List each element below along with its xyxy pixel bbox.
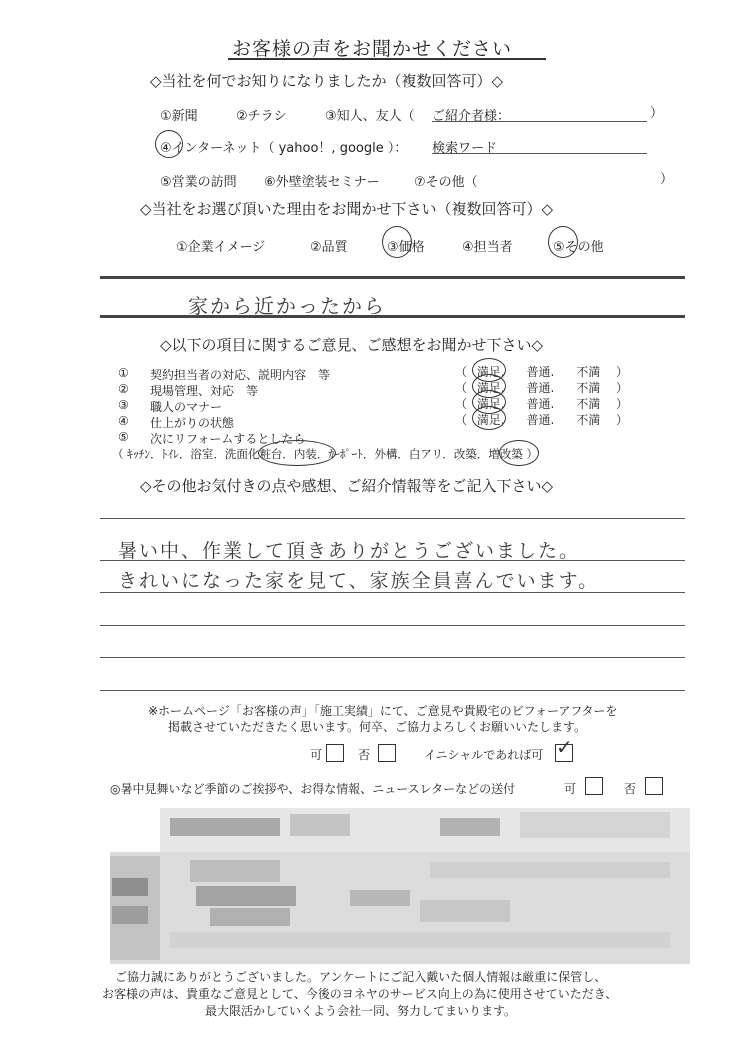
publish-no-checkbox[interactable] [378, 744, 396, 762]
q2-handwritten-answer: 家から近かったから [188, 294, 386, 318]
q3-item-5-label: 次にリフォームするとしたら [150, 432, 306, 446]
q1-opt3-close: ） [650, 106, 664, 121]
rating-normal[interactable]: 普通 [526, 365, 551, 379]
redacted-block [170, 932, 670, 948]
redacted-block [112, 906, 148, 924]
paren-open: （ [455, 413, 468, 427]
newsletter-yes-checkbox[interactable] [585, 777, 603, 795]
q1-search-word-field[interactable] [432, 153, 647, 154]
dot: . [550, 413, 555, 427]
q1-referrer-label: ご紹介者様： [432, 109, 511, 124]
redacted-block [196, 886, 296, 906]
q3-item-3-label: 職人のマナー [150, 400, 223, 414]
rating-satisfied[interactable]: 満足 [476, 397, 501, 411]
q4-handwritten-line1: 暑い中、作業して頂きありがとうございました。 [118, 540, 581, 562]
q2-rule-top [100, 276, 685, 279]
redacted-block [190, 860, 280, 882]
rating-dissatisfied[interactable]: 不満 [576, 381, 601, 395]
reform-circle-washroom [258, 440, 336, 466]
q3-item-2-label: 現場管理、対応 等 [150, 384, 259, 398]
rating-normal[interactable]: 普通 [526, 397, 551, 411]
publish-notice-1: ※ホームページ「お客様の声」「施工実績」にて、ご意見や貴殿宅のビフォーアフターを [148, 704, 618, 718]
q1-option-newspaper[interactable]: ①新聞 [160, 109, 198, 124]
rating-satisfied[interactable]: 満足 [476, 413, 501, 427]
q3-item-3-num: ③ [118, 398, 129, 412]
rating-satisfied[interactable]: 満足 [476, 365, 501, 379]
dot: . [550, 397, 555, 411]
redacted-block [290, 814, 350, 836]
q4-rule-1 [100, 518, 685, 519]
redacted-block [420, 900, 510, 922]
q4-rule-5 [100, 657, 685, 658]
newsletter-no-label: 否 [624, 782, 637, 796]
q4-rule-6 [100, 690, 685, 691]
title-underline [228, 58, 546, 60]
q2-option-price[interactable]: ③価格 [387, 240, 425, 255]
paren-open: （ [455, 381, 468, 395]
paren-close: ） [616, 381, 629, 395]
q2-option-image[interactable]: ①企業イメージ [176, 240, 266, 255]
q3-item-4-label: 仕上がりの状態 [150, 416, 235, 430]
rating-dissatisfied[interactable]: 不満 [576, 413, 601, 427]
q3-item-1-num: ① [118, 366, 129, 380]
q1-option-other[interactable]: ⑦その他（ [414, 175, 478, 190]
q4-rule-3 [100, 592, 685, 593]
reform-circle-termite [499, 440, 539, 466]
q2-heading: ◇当社をお選び頂いた理由をお聞かせ下さい（複数回答可）◇ [140, 200, 554, 218]
q1-option-internet[interactable]: ④インターネット（ yahoo！, google ）： [160, 141, 408, 156]
rating-satisfied[interactable]: 満足 [476, 381, 501, 395]
dot: . [500, 397, 505, 411]
q3-item-5-num: ⑤ [118, 430, 129, 444]
q1-option-seminar[interactable]: ⑥外壁塗装セミナー [264, 175, 380, 190]
rating-dissatisfied[interactable]: 不満 [576, 397, 601, 411]
reform-options: （ ｷｯﾁﾝ．ﾄｲﾚ．浴室．洗面化粧台．内装．ｶｰﾎﾟｰﾄ．外構．白アリ．改築．増改築 ） [112, 447, 539, 461]
q2-option-staff[interactable]: ④担当者 [462, 240, 513, 255]
newsletter-no-checkbox[interactable] [645, 777, 663, 795]
redacted-block [430, 862, 670, 878]
paren-open: （ [455, 365, 468, 379]
q4-handwritten-line2: きれいになった家を見て、家族全員喜んでいます。 [118, 570, 600, 592]
dot: . [500, 365, 505, 379]
publish-yes-checkbox[interactable] [326, 744, 344, 762]
paren-close: ） [616, 365, 629, 379]
redacted-block [350, 890, 410, 906]
q1-referrer-field[interactable] [432, 121, 647, 122]
q2-option-quality[interactable]: ②品質 [310, 240, 348, 255]
q4-rule-4 [100, 625, 685, 626]
q1-heading: ◇当社を何でお知りになりましたか（複数回答可）◇ [150, 72, 504, 90]
rating-dissatisfied[interactable]: 不満 [576, 365, 601, 379]
footer-line-1: ご協力誠にありがとうございました。アンケートにご記入戴いた個人情報は厳重に保管し、 [115, 970, 607, 984]
q2-option-other[interactable]: ⑤その他 [553, 240, 604, 255]
q1-option-sales-visit[interactable]: ⑤営業の訪問 [160, 175, 237, 190]
paren-close: ） [616, 397, 629, 411]
paren-open: （ [455, 397, 468, 411]
publish-no-label: 否 [358, 748, 371, 762]
redacted-block [440, 818, 500, 836]
redacted-block [170, 818, 280, 836]
q3-heading: ◇以下の項目に関するご意見、ご感想をお聞かせ下さい◇ [160, 336, 544, 354]
q3-item-4-num: ④ [118, 414, 129, 428]
q3-item-2-num: ② [118, 382, 129, 396]
rating-4-circle [472, 406, 506, 430]
q1-opt7-close: ） [660, 172, 674, 187]
dot: . [550, 381, 555, 395]
footer-line-3: 最大限活かしていくよう会社一同、努力してまいります。 [205, 1004, 517, 1018]
rating-normal[interactable]: 普通 [526, 413, 551, 427]
q3-item-1-label: 契約担当者の対応、説明内容 等 [150, 368, 331, 382]
dot: . [550, 365, 555, 379]
publish-initials-check: ✓ [556, 735, 573, 759]
footer-line-2: お客様の声は、貴重なご意見として、今後のヨネヤのサービス向上の為に使用させていただき、 [102, 987, 618, 1001]
redacted-block [210, 908, 290, 926]
q2-rule-bottom [100, 315, 685, 318]
newsletter-text: ◎暑中見舞いなど季節のご挨拶や、お得な情報、ニュースレターなどの送付 [110, 782, 516, 796]
rating-normal[interactable]: 普通 [526, 381, 551, 395]
redacted-block [112, 878, 148, 896]
newsletter-yes-label: 可 [564, 782, 577, 796]
publish-notice-2: 掲載させていただきたく思います。何卒、ご協力よろしくお願いいたします。 [168, 720, 587, 734]
paren-close: ） [616, 413, 629, 427]
publish-yes-label: 可 [310, 748, 323, 762]
q1-option-flyer[interactable]: ②チラシ [236, 109, 287, 124]
q4-heading: ◇その他お気付きの点や感想、ご紹介情報等をご記入下さい◇ [140, 477, 554, 495]
q1-search-word-label: 検索ワード [432, 141, 498, 156]
page-title: お客様の声をお聞かせください [232, 38, 513, 60]
publish-initials-label: イニシャルであれば可 [424, 748, 544, 762]
redacted-block [520, 812, 670, 838]
q1-option-friend[interactable]: ③知人、友人（ [325, 109, 415, 124]
q4-rule-2 [100, 560, 685, 561]
dot: . [500, 413, 505, 427]
dot: . [500, 381, 505, 395]
